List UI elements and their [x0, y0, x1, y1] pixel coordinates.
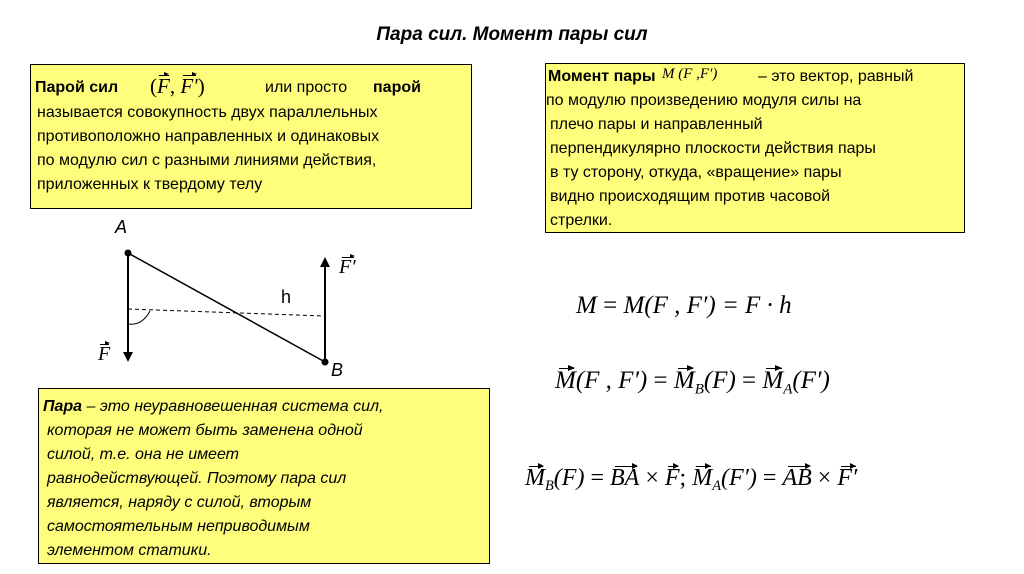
definition-line-3: по модулю сил с разными линиями действия,	[37, 152, 377, 169]
connecting-line-ab	[128, 253, 325, 362]
definition-line-2: противоположно направленных и одинаковых	[37, 128, 380, 145]
moment-line-6: стрелки.	[550, 212, 613, 229]
moment-formula: M (F ,F′)	[662, 66, 718, 82]
angle-arc	[128, 311, 150, 324]
point-b-label: B	[331, 360, 344, 380]
vector-f-prime: F′	[180, 74, 198, 98]
formula-moment-vector: M(F , $F') = M_B(F) = M_A(F')$	[555, 367, 830, 398]
moment-line-2: плечо пары и направленный	[550, 116, 763, 133]
arm-label: h	[281, 287, 292, 307]
formula-moment-magnitude: M = M(F , F′) = F · h	[576, 292, 792, 319]
pair-term: Пара	[43, 398, 83, 415]
pair-line-2: силой, т.е. она не имеет	[47, 446, 239, 463]
definition-line-1: называется совокупность двух параллельных	[37, 104, 378, 121]
pair-line-1: которая не может быть заменена одной	[47, 422, 363, 439]
definition-term2: парой	[373, 79, 421, 96]
point-a-dot	[125, 250, 132, 257]
pair-first-line: Пара – это неуравновешенная система сил,	[43, 398, 384, 415]
page-title: Пара сил. Момент пары сил	[376, 24, 648, 45]
definition-middle: или просто	[265, 79, 348, 96]
moment-line-4: в ту сторону, откуда, «вращение» пары	[550, 164, 842, 181]
definition-term: Парой сил	[35, 79, 119, 96]
moment-after: – это вектор, равный	[758, 68, 914, 85]
pair-line-6: элементом статики.	[47, 542, 212, 559]
point-b-dot	[322, 359, 329, 366]
moment-line-3: перпендикулярно плоскости действия пары	[550, 140, 876, 157]
force-f-prime-label: F′	[339, 256, 356, 278]
moment-line-1: по модулю произведению модуля силы на	[546, 92, 862, 109]
pair-line-4: является, наряду с силой, вторым	[47, 494, 312, 511]
definition-line-4: приложенных к твердому телу	[37, 176, 263, 193]
force-f-label: F	[98, 343, 111, 365]
arm-dashed-line	[128, 309, 325, 316]
vector-f: F	[157, 74, 170, 98]
point-a-label: A	[115, 217, 128, 237]
definition-formula: (F, F′)	[150, 74, 205, 98]
moment-term: Момент пары	[548, 68, 656, 85]
formula-moment-cross-product: $M_B(F)$ = BA × F; $M_A(F')$ = AB × F′	[525, 465, 858, 495]
pair-line-5: самостоятельным неприводимым	[47, 518, 310, 535]
moment-line-5: видно происходящим против часовой	[550, 188, 831, 205]
pair-line-3: равнодействующей. Поэтому пара сил	[47, 470, 347, 487]
